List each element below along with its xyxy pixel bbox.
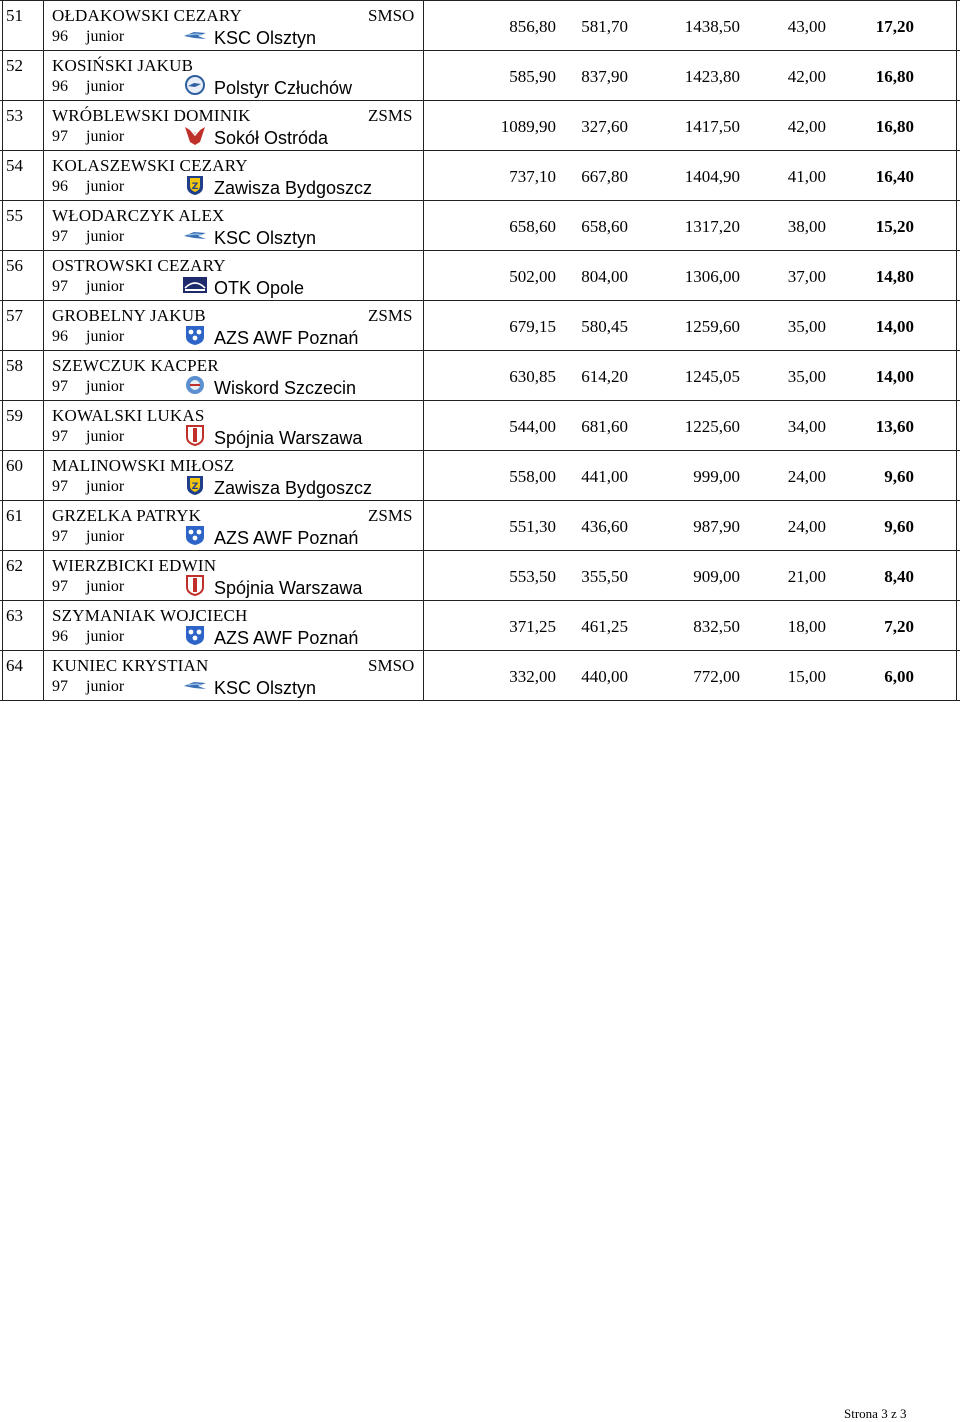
ksc-olsztyn-logo (182, 224, 208, 246)
table-grid-line (423, 101, 424, 150)
rank-number: 63 (6, 606, 23, 625)
azs-awf-poznan-logo (182, 624, 208, 646)
table-grid-line (2, 201, 3, 250)
school-label: ZSMS (368, 306, 413, 325)
table-grid-line (2, 301, 3, 350)
school-label: ZSMS (368, 106, 413, 125)
rank-number: 55 (6, 206, 23, 225)
table-grid-line (2, 451, 3, 500)
age-category: junior (86, 628, 125, 645)
table-grid-line (423, 251, 424, 300)
final-points: 9,60 (884, 467, 914, 486)
points: 42,00 (787, 67, 826, 86)
club-name: Spójnia Warszawa (214, 578, 363, 598)
table-grid-line (423, 651, 424, 700)
sokol-ostroda-logo (182, 124, 208, 146)
age-category: junior (86, 178, 125, 195)
table-grid-line (423, 451, 424, 500)
table-grid-line (2, 651, 3, 700)
final-points: 7,20 (884, 617, 914, 636)
athlete-name: WIERZBICKI EDWIN (52, 556, 217, 575)
score-2: 581,70 (581, 17, 628, 36)
score-1: 630,85 (509, 367, 556, 386)
score-1: 558,00 (509, 467, 556, 486)
total-score: 909,00 (693, 567, 740, 586)
final-points: 16,40 (875, 167, 914, 186)
athlete-name: WRÓBLEWSKI DOMINIK (52, 106, 251, 125)
score-1: 551,30 (509, 517, 556, 536)
points: 24,00 (787, 467, 826, 486)
birth-year: 96 (52, 78, 68, 95)
ksc-olsztyn-logo (182, 674, 208, 696)
table-grid-line (423, 1, 424, 50)
age-category: junior (86, 328, 125, 345)
score-2: 441,00 (581, 467, 628, 486)
score-2: 804,00 (581, 267, 628, 286)
club-name: OTK Opole (214, 278, 305, 298)
final-points: 14,00 (875, 367, 914, 386)
table-grid-line (956, 151, 957, 200)
table-grid-line (2, 151, 3, 200)
table-grid-line (43, 451, 44, 500)
table-grid-line (956, 351, 957, 400)
points: 41,00 (787, 167, 826, 186)
score-2: 436,60 (581, 517, 628, 536)
points: 37,00 (787, 267, 826, 286)
birth-year: 97 (52, 128, 68, 145)
final-points: 13,60 (875, 417, 914, 436)
table-grid-line (956, 101, 957, 150)
table-grid-line (956, 651, 957, 700)
score-2: 327,60 (581, 117, 628, 136)
points: 24,00 (787, 517, 826, 536)
wiskord-szczecin-logo (182, 374, 208, 396)
club-name: Polstyr Człuchów (214, 78, 353, 98)
total-score: 1404,90 (684, 167, 740, 186)
birth-year: 96 (52, 178, 68, 195)
result-row (0, 501, 960, 551)
birth-year: 97 (52, 578, 68, 595)
score-2: 837,90 (581, 67, 628, 86)
table-grid-line (43, 551, 44, 600)
age-category: junior (86, 528, 125, 545)
club-name: AZS AWF Poznań (214, 328, 359, 348)
club-name: KSC Olsztyn (214, 678, 317, 698)
result-row (0, 201, 960, 251)
total-score: 832,50 (693, 617, 740, 636)
table-grid-line (423, 501, 424, 550)
score-2: 667,80 (581, 167, 628, 186)
rank-number: 57 (6, 306, 23, 325)
final-points: 8,40 (884, 567, 914, 586)
table-grid-line (43, 301, 44, 350)
rank-number: 53 (6, 106, 23, 125)
score-1: 502,00 (509, 267, 556, 286)
table-grid-line (423, 401, 424, 450)
points: 15,00 (787, 667, 826, 686)
age-category: junior (86, 428, 125, 445)
zawisza-bydgoszcz-logo (182, 474, 208, 496)
zawisza-bydgoszcz-logo (182, 174, 208, 196)
score-1: 856,80 (509, 17, 556, 36)
result-row (0, 651, 960, 701)
table-grid-line (956, 251, 957, 300)
score-1: 371,25 (509, 617, 556, 636)
athlete-name: KOSIŃSKI JAKUB (52, 56, 194, 75)
table-grid-line (423, 301, 424, 350)
club-name: KSC Olsztyn (214, 28, 317, 48)
age-category: junior (86, 228, 125, 245)
school-label: ZSMS (368, 506, 413, 525)
score-2: 580,45 (581, 317, 628, 336)
table-grid-line (43, 501, 44, 550)
points: 38,00 (787, 217, 826, 236)
table-grid-line (43, 1, 44, 50)
page-footer: Strona 3 z 3 (844, 1406, 907, 1421)
total-score: 1306,00 (684, 267, 740, 286)
age-category: junior (86, 578, 125, 595)
points: 43,00 (787, 17, 826, 36)
spojnia-warszawa-logo (182, 424, 208, 446)
table-grid-line (43, 401, 44, 450)
age-category: junior (86, 128, 125, 145)
birth-year: 96 (52, 28, 68, 45)
club-name: Zawisza Bydgoszcz (214, 478, 373, 498)
result-row (0, 101, 960, 151)
svg-text:Z: Z (191, 182, 199, 192)
svg-text:Z: Z (191, 482, 199, 492)
score-1: 679,15 (509, 317, 556, 336)
club-name: Spójnia Warszawa (214, 428, 363, 448)
score-1: 658,60 (509, 217, 556, 236)
total-score: 1317,20 (684, 217, 740, 236)
rank-number: 64 (6, 656, 23, 675)
athlete-name: KUNIEC KRYSTIAN (52, 656, 209, 675)
table-grid-line (2, 551, 3, 600)
score-1: 544,00 (509, 417, 556, 436)
spojnia-warszawa-logo (182, 574, 208, 596)
polstyr-czluchow-logo (182, 74, 208, 96)
birth-year: 97 (52, 278, 68, 295)
rank-number: 59 (6, 406, 23, 425)
table-grid-line (43, 201, 44, 250)
score-1: 332,00 (509, 667, 556, 686)
age-category: junior (86, 278, 125, 295)
azs-awf-poznan-logo (182, 524, 208, 546)
result-row (0, 451, 960, 501)
total-score: 1438,50 (684, 17, 740, 36)
athlete-name: SZEWCZUK KACPER (52, 356, 219, 375)
club-name: Wiskord Szczecin (214, 378, 357, 398)
table-grid-line (2, 101, 3, 150)
age-category: junior (86, 678, 125, 695)
rank-number: 52 (6, 56, 23, 75)
athlete-name: KOWALSKI LUKAS (52, 406, 205, 425)
athlete-name: GROBELNY JAKUB (52, 306, 206, 325)
athlete-name: KOLASZEWSKI CEZARY (52, 156, 248, 175)
score-1: 737,10 (509, 167, 556, 186)
table-grid-line (43, 101, 44, 150)
final-points: 6,00 (884, 667, 914, 686)
birth-year: 96 (52, 328, 68, 345)
results-table (0, 0, 960, 701)
total-score: 1245,05 (684, 367, 740, 386)
table-grid-line (423, 351, 424, 400)
total-score: 772,00 (693, 667, 740, 686)
total-score: 1423,80 (684, 67, 740, 86)
score-2: 355,50 (581, 567, 628, 586)
score-2: 681,60 (581, 417, 628, 436)
birth-year: 97 (52, 228, 68, 245)
total-score: 1417,50 (684, 117, 740, 136)
athlete-name: OSTROWSKI CEZARY (52, 256, 226, 275)
table-grid-line (423, 151, 424, 200)
table-grid-line (2, 1, 3, 50)
table-grid-line (2, 601, 3, 650)
age-category: junior (86, 78, 125, 95)
table-grid-line (956, 401, 957, 450)
table-grid-line (956, 601, 957, 650)
table-grid-line (2, 501, 3, 550)
table-grid-line (2, 251, 3, 300)
rank-number: 56 (6, 256, 23, 275)
final-points: 16,80 (875, 67, 914, 86)
final-points: 16,80 (875, 117, 914, 136)
birth-year: 97 (52, 428, 68, 445)
age-category: junior (86, 378, 125, 395)
age-category: junior (86, 28, 125, 45)
final-points: 14,80 (875, 267, 914, 286)
birth-year: 97 (52, 378, 68, 395)
club-name: KSC Olsztyn (214, 228, 317, 248)
table-grid-line (956, 451, 957, 500)
athlete-name: GRZELKA PATRYK (52, 506, 202, 525)
table-grid-line (423, 201, 424, 250)
points: 35,00 (787, 317, 826, 336)
athlete-name: MALINOWSKI MIŁOSZ (52, 456, 235, 475)
table-grid-line (423, 551, 424, 600)
school-label: SMSO (368, 656, 415, 675)
table-grid-line (956, 51, 957, 100)
score-1: 585,90 (509, 67, 556, 86)
score-2: 440,00 (581, 667, 628, 686)
result-row (0, 351, 960, 401)
table-grid-line (43, 651, 44, 700)
total-score: 987,90 (693, 517, 740, 536)
school-label: SMSO (368, 6, 415, 25)
table-grid-line (423, 601, 424, 650)
table-grid-line (2, 351, 3, 400)
rank-number: 58 (6, 356, 23, 375)
result-row (0, 51, 960, 101)
birth-year: 97 (52, 478, 68, 495)
rank-number: 51 (6, 6, 23, 25)
final-points: 14,00 (875, 317, 914, 336)
total-score: 1259,60 (684, 317, 740, 336)
total-score: 1225,60 (684, 417, 740, 436)
points: 42,00 (787, 117, 826, 136)
result-row (0, 251, 960, 301)
table-grid-line (2, 401, 3, 450)
club-name: AZS AWF Poznań (214, 528, 359, 548)
table-grid-line (956, 201, 957, 250)
result-row (0, 0, 960, 51)
otk-opole-logo (182, 274, 208, 296)
club-name: Zawisza Bydgoszcz (214, 178, 373, 198)
rank-number: 62 (6, 556, 23, 575)
rank-number: 54 (6, 156, 23, 175)
age-category: junior (86, 478, 125, 495)
score-1: 553,50 (509, 567, 556, 586)
final-points: 17,20 (875, 17, 914, 36)
points: 35,00 (787, 367, 826, 386)
points: 18,00 (787, 617, 826, 636)
birth-year: 97 (52, 528, 68, 545)
score-2: 658,60 (581, 217, 628, 236)
result-row (0, 601, 960, 651)
table-grid-line (43, 251, 44, 300)
score-2: 614,20 (581, 367, 628, 386)
table-grid-line (956, 551, 957, 600)
score-2: 461,25 (581, 617, 628, 636)
table-grid-line (956, 301, 957, 350)
table-grid-line (43, 151, 44, 200)
birth-year: 96 (52, 628, 68, 645)
result-row (0, 401, 960, 451)
final-points: 15,20 (875, 217, 914, 236)
ksc-olsztyn-logo (182, 24, 208, 46)
table-grid-line (2, 51, 3, 100)
table-grid-line (43, 51, 44, 100)
points: 34,00 (787, 417, 826, 436)
rank-number: 60 (6, 456, 23, 475)
points: 21,00 (787, 567, 826, 586)
result-row (0, 151, 960, 201)
final-points: 9,60 (884, 517, 914, 536)
table-grid-line (956, 501, 957, 550)
total-score: 999,00 (693, 467, 740, 486)
table-grid-line (43, 351, 44, 400)
athlete-name: SZYMANIAK WOJCIECH (52, 606, 248, 625)
club-name: Sokół Ostróda (214, 128, 329, 148)
table-grid-line (956, 1, 957, 50)
result-row (0, 551, 960, 601)
rank-number: 61 (6, 506, 23, 525)
result-row (0, 301, 960, 351)
azs-awf-poznan-logo (182, 324, 208, 346)
athlete-name: OŁDAKOWSKI CEZARY (52, 6, 242, 25)
table-grid-line (423, 51, 424, 100)
birth-year: 97 (52, 678, 68, 695)
score-1: 1089,90 (500, 117, 556, 136)
club-name: AZS AWF Poznań (214, 628, 359, 648)
athlete-name: WŁODARCZYK ALEX (52, 206, 225, 225)
table-grid-line (43, 601, 44, 650)
